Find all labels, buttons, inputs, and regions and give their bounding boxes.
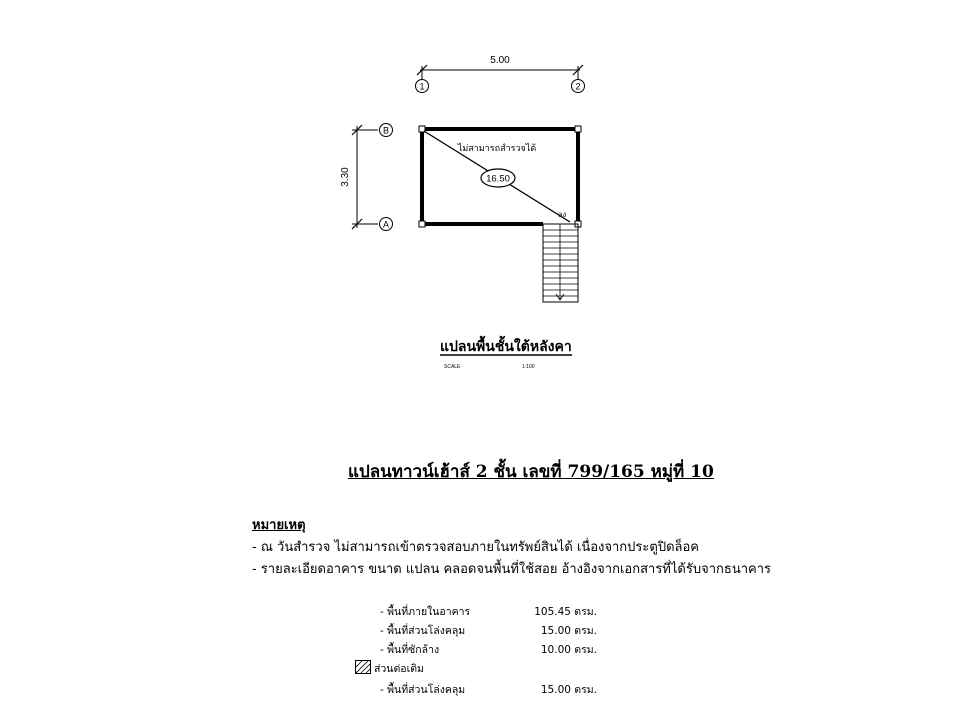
area-label: - พื้นที่ซักล้าง [380, 644, 440, 656]
scale-value: 1:100 [522, 364, 535, 370]
area-value: 10.00 ตรม. [540, 644, 597, 656]
grid-bubble-1 [416, 80, 429, 93]
room-note: ไม่สามารถสำรวจได้ [457, 144, 537, 154]
svg-text:16.50: 16.50 [486, 173, 510, 185]
svg-text:2: 2 [575, 81, 581, 92]
scale-label: SCALE [444, 364, 461, 370]
area-value: 105.45 ตรม. [534, 606, 597, 618]
remark-line: - ณ วันสำรวจ ไม่สามารถเข้าตรวจสอบภายในทรัพย์สินได้ เนื่องจากประตูปิดล็อค [252, 540, 699, 555]
remarks [252, 515, 771, 581]
area-label: - พื้นที่ภายในอาคาร [380, 606, 471, 618]
remarks-heading: หมายเหตุ [252, 518, 306, 533]
main-title: แปลนทาวน์เฮ้าส์ 2 ชั้น เลขที่ 799/165 หมู่ที่ 10 [348, 462, 714, 482]
grid-bubble-b [380, 124, 393, 137]
area-tag [481, 169, 515, 187]
stairs [543, 224, 578, 302]
dim-left-label: 3.30 [340, 167, 351, 187]
grid-bubble-a [380, 218, 393, 231]
svg-text:A: A [382, 219, 390, 230]
extension-label: ส่วนต่อเติม [374, 663, 424, 675]
area-value: 15.00 ตรม. [540, 684, 597, 696]
svg-text:B: B [382, 125, 390, 136]
plan-title: แปลนพื้นชั้นใต้หลังคา [440, 339, 572, 355]
stair-label: ลง [557, 210, 567, 219]
remark-line: - รายละเอียดอาคาร ขนาด แปลน คลอดจนพื้นที่ใช้สอย อ้างอิงจากเอกสารที่ได้รับจากธนาคาร [252, 562, 771, 577]
area-label: - พื้นที่ส่วนโล่งคลุม [380, 625, 466, 637]
left-dimension [340, 125, 378, 229]
svg-text:1: 1 [419, 81, 425, 92]
dim-top-label: 5.00 [490, 55, 510, 66]
area-value: 15.00 ตรม. [540, 625, 597, 637]
grid-bubble-2 [572, 80, 585, 93]
top-dimension [417, 55, 583, 80]
area-label: - พื้นที่ส่วนโล่งคลุม [380, 684, 466, 696]
hatch-swatch-icon [355, 660, 371, 674]
